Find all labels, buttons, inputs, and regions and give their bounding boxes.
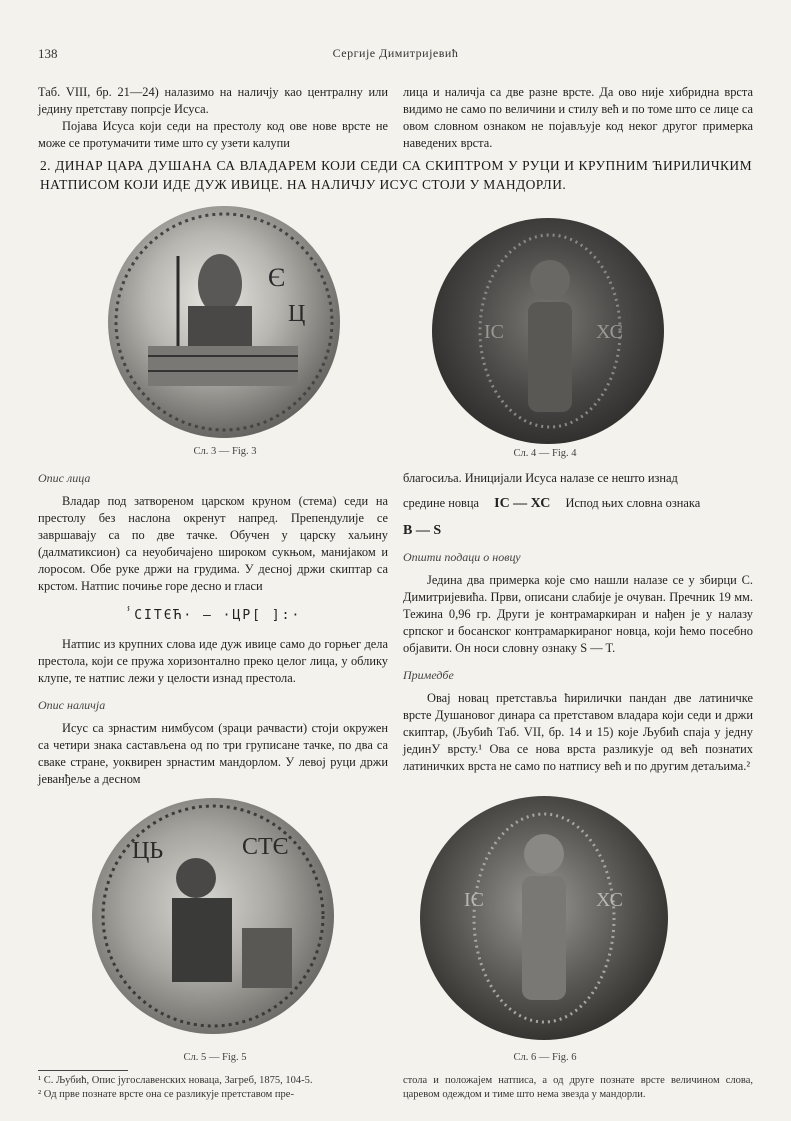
obverse-text-2: Натпис из крупних слова иде дуж ивице само до горњег дела престола, који се пружа хоризонтално преко целог лица, у облику клупе, те натпис лежи у целости изнад престола. — [38, 637, 388, 685]
section-heading: 2. ДИНАР ЦАРА ДУШАНА СА ВЛАДАРЕМ КОЈИ СЕДИ СА СКИПТРОМ У РУЦИ И КРУПНИМ ЋИРИЛИЧКИМ НАТПИСОМ КОЈИ ИДЕ ДУЖ ИВИЦЕ. НА НАЛИЧЈУ ИСУС СТОЈИ У МАНДОРЛИ. — [40, 158, 752, 192]
top-left-text-2: Појава Исуса који седи на престолу код ове нове врсте не може се протумачити тиме што су узети калупи — [38, 119, 388, 150]
svg-text:ХС: ХС — [596, 889, 624, 911]
ic-xc-initials: ІС — ХС — [494, 496, 551, 511]
svg-text:ІС: ІС — [484, 321, 504, 343]
reverse-text: Исус са зрнастим нимбусом (зраци рачвасти) стоји окружен са четири знака састављена од по три груписане тачке, по два са сваке стране, уоквирен зрнастим мандорлом. У левој руци држи јеванђеље а десном — [38, 721, 388, 786]
right-text-1c: Испод њих словна ознака — [565, 496, 701, 510]
footnotes-right: стола и положајем натписа, а од друге познате врсте величином слова, царевом одеждом и тиме што нема звезда у мандорли. — [403, 1075, 753, 1100]
coin-fig4-image — [432, 218, 664, 444]
svg-text:Ц: Ц — [288, 301, 306, 327]
top-left-column — [38, 84, 388, 152]
right-text-1a: благосиља. Иницијали Исуса налазе се нешто изнад — [403, 471, 678, 485]
caption-fig3: Сл. 3 — Fig. 3 — [193, 446, 257, 457]
footnote-rule — [38, 1070, 128, 1071]
data-text: Једина два примерка које смо нашли налазе се у збирци С. Димитријевића. Први, описани слабије је очуван. Пречник 19 мм. Тежина 0,96 гр. Други је контрамаркиран и нађен је у налазу српског и босанског контрамаркираног новца, који ћемо посебно објавити. Он носи словну ознаку S — T. — [403, 573, 753, 655]
reverse-heading: Опис наличја — [38, 698, 106, 712]
caption-fig4: Сл. 4 — Fig. 4 — [513, 448, 577, 459]
coin-fig6-image — [420, 796, 668, 1040]
obverse-text: Владар под затвореном царском круном (стема) седи на престолу без наслона окренут напред. Препендулије се завршавају са по две тачке. Обучен у царску хаљину (далматиксион) са неуобичајено широком сукњом, манијаком и лоросом. Обе руке држи на грудима. У десној држи скиптар са крстом. Натпис почиње горе десно и гласи — [38, 494, 388, 593]
footnotes-left — [38, 1074, 388, 1102]
right-column — [403, 470, 753, 775]
running-head: Сергије Димитријевић — [332, 46, 459, 60]
top-right-text: лица и наличја са две разне врсте. Да ово није хибридна врста видимо не само по величини и стилу већ и по томе што се лице са овом словном ознаком не појављује код неког другог примерка наведених врста. — [403, 85, 753, 150]
coin-fig3-image — [108, 206, 340, 438]
right-text-1b: средине новца — [403, 496, 480, 510]
page-number: 138 — [38, 46, 58, 61]
footnote-2: ² Од прве познате врсте она се разликује претставом пре- — [38, 1089, 294, 1100]
svg-text:СТЄ: СТЄ — [242, 834, 289, 860]
notes-heading: Примедбе — [403, 668, 454, 682]
caption-fig6: Сл. 6 — Fig. 6 — [513, 1052, 577, 1063]
svg-text:ХС: ХС — [596, 321, 624, 343]
caption-fig5: Сл. 5 — Fig. 5 — [183, 1052, 247, 1063]
coin-fig5-image — [92, 798, 334, 1034]
notes-text: Овај новац претставља ћирилички пандан две латиничке врсте Душановог динара са претставом владара који седи и држи скиптар, (Љубић Таб. VII, бр. 14 и 15) које Љубић спаја у једну јединУ врсту.¹ Ова се нова врста разликује од већ познатих латиничких врста не само по натпису већ и по другим детаљима.² — [403, 691, 753, 773]
svg-text:ІС: ІС — [464, 889, 484, 911]
svg-text:Є: Є — [268, 263, 286, 292]
top-right-column — [403, 84, 753, 152]
top-left-text: Таб. VIII, бр. 21—24) налазимо на наличју као централну или једину претставу попрсје Исуса. — [38, 85, 388, 116]
inscription: ⸯСІТЄЋ· — ·ЦР[ ]:· — [124, 608, 302, 623]
footnote-1: ¹ С. Љубић, Опис југославенских новаца, Загреб, 1875, 104-5. — [38, 1075, 313, 1086]
data-heading: Општи подаци о новцу — [403, 550, 521, 564]
obverse-heading: Опис лица — [38, 471, 91, 485]
letter-mark: В — Ѕ — [403, 523, 442, 538]
svg-text:ЦЬ: ЦЬ — [132, 838, 164, 864]
left-column — [38, 470, 388, 788]
